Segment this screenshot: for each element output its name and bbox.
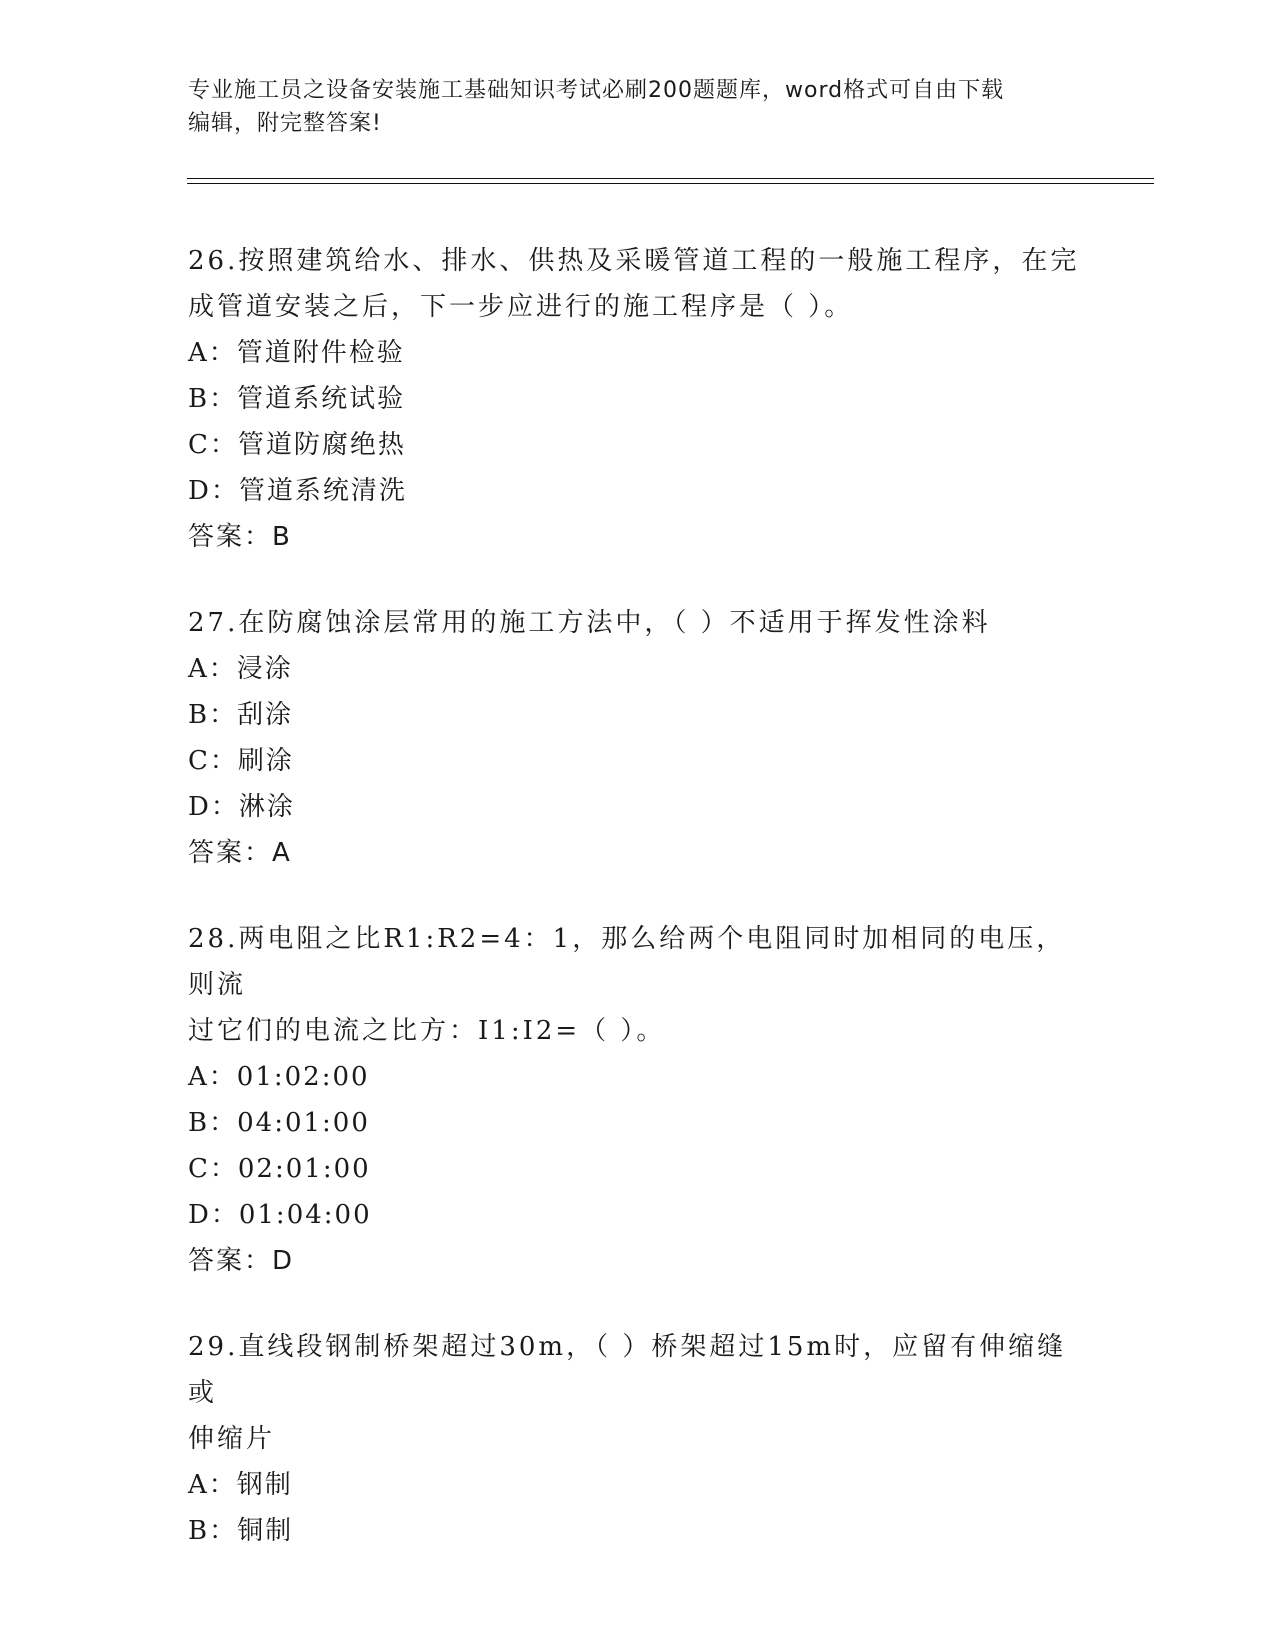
question-text-line-2: 成管道安装之后，下一步应进行的施工程序是（ ）。 <box>188 292 854 322</box>
question-list <box>188 238 1088 1594</box>
option-d: D：淋涂 <box>188 792 295 822</box>
option-b: B：铜制 <box>188 1516 294 1546</box>
header-divider-top <box>187 178 1154 179</box>
answer: 答案：D <box>188 1246 295 1276</box>
question-27 <box>188 600 1088 876</box>
header-divider-bottom <box>187 183 1154 184</box>
question-text-line-2: 过它们的电流之比方：I1:I2=（ ）。 <box>188 1016 666 1046</box>
option-a: A：浸涂 <box>188 654 293 684</box>
question-26 <box>188 238 1088 560</box>
question-text-line-1: 28.两电阻之比R1:R2=4：1，那么给两个电阻同时加相同的电压，则流 <box>188 924 1066 1000</box>
option-b: B：管道系统试验 <box>188 384 406 414</box>
question-text-line-1: 29.直线段钢制桥架超过30m，（ ）桥架超过15m时，应留有伸缩缝或 <box>188 1332 1067 1408</box>
document-header <box>188 74 1088 140</box>
option-d: D：01:04:00 <box>188 1200 372 1230</box>
option-a: A：01:02:00 <box>188 1062 370 1092</box>
question-28 <box>188 916 1088 1284</box>
question-text-line-2: 伸缩片 <box>188 1424 276 1454</box>
option-c: C：管道防腐绝热 <box>188 430 406 460</box>
question-29 <box>188 1324 1088 1554</box>
option-b: B：04:01:00 <box>188 1108 370 1138</box>
answer: 答案：A <box>188 838 292 868</box>
option-d: D：管道系统清洗 <box>188 476 407 506</box>
option-c: C：02:01:00 <box>188 1154 371 1184</box>
option-a: A：钢制 <box>188 1470 293 1500</box>
answer: 答案：B <box>188 522 292 552</box>
question-text-line-1: 26.按照建筑给水、排水、供热及采暖管道工程的一般施工程序，在完 <box>188 246 1080 276</box>
option-b: B：刮涂 <box>188 700 294 730</box>
header-line-2: 编辑，附完整答案! <box>188 111 382 136</box>
question-text-line-1: 27.在防腐蚀涂层常用的施工方法中，（ ）不适用于挥发性涂料 <box>188 608 991 638</box>
option-a: A：管道附件检验 <box>188 338 405 368</box>
option-c: C：刷涂 <box>188 746 294 776</box>
header-line-1: 专业施工员之设备安装施工基础知识考试必刷200题题库，word格式可自由下载 <box>188 78 1005 103</box>
